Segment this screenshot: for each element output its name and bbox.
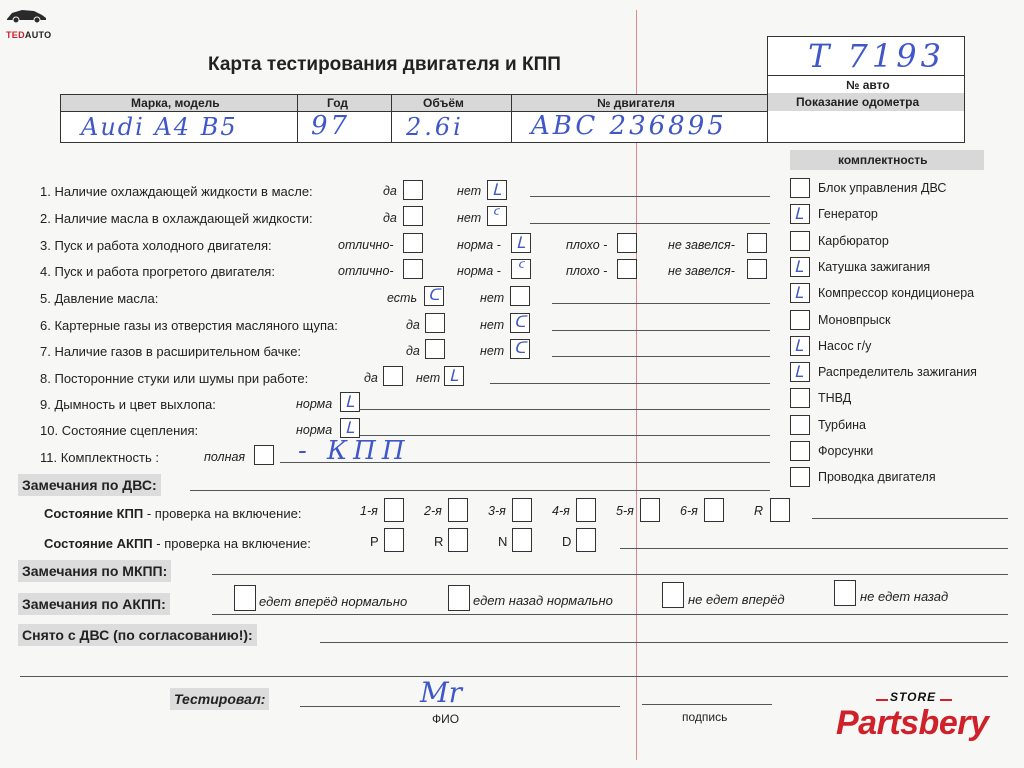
kpp-gear-label: 2-я — [424, 504, 442, 518]
store-logo-top: STORE — [890, 690, 937, 704]
completeness-item-label: Карбюратор — [818, 234, 889, 248]
q8-option-no: нет — [416, 371, 441, 385]
kpp-label: Состояние КПП - проверка на включение: — [44, 506, 302, 521]
akpp-no-forward-label: не едет вперёд — [688, 592, 785, 607]
header-engine-number: № двигателя — [597, 96, 675, 110]
odometer-label: Показание одометра — [796, 95, 920, 109]
completeness-checkbox[interactable] — [790, 231, 810, 251]
q9-checkbox-normal[interactable]: ᒪ — [340, 392, 360, 412]
question-4: 4. Пуск и работа прогретого двигателя: — [40, 264, 275, 279]
q2-option-no: нет — [457, 211, 482, 225]
completeness-item-label: Насос г/у — [818, 339, 872, 353]
tester-handwritten: Mr — [420, 676, 463, 709]
engine-remarks-label: Замечания по ДВС: — [18, 474, 161, 496]
q3-checkbox-bad[interactable] — [617, 233, 637, 253]
q7-checkbox-no[interactable]: ᑕ — [510, 339, 530, 359]
q4-checkbox-excellent[interactable] — [403, 259, 423, 279]
question-3: 3. Пуск и работа холодного двигателя: — [40, 238, 272, 253]
akpp-position-checkbox[interactable] — [576, 528, 596, 552]
store-logo-name: Partsbery — [836, 704, 989, 742]
page-title: Карта тестирования двигателя и КПП — [208, 54, 561, 75]
q4-checkbox-bad[interactable] — [617, 259, 637, 279]
q5-checkbox-no[interactable] — [510, 286, 530, 306]
kpp-gear-checkbox[interactable] — [512, 498, 532, 522]
completeness-checkbox[interactable] — [790, 441, 810, 461]
completeness-checkbox[interactable] — [790, 310, 810, 330]
volume-value: 2.6i — [406, 113, 464, 141]
q1-checkbox-yes[interactable] — [403, 180, 423, 200]
completeness-checkbox[interactable]: ᒪ — [790, 362, 810, 382]
q7-checkbox-yes[interactable] — [425, 339, 445, 359]
question-7: 7. Наличие газов в расширительном бачке: — [40, 344, 302, 359]
kpp-gear-label: 6-я — [680, 504, 698, 518]
q4-checkbox-not-started[interactable] — [747, 259, 767, 279]
kpp-gear-checkbox[interactable] — [770, 498, 790, 522]
question-6: 6. Картерные газы из отверстия масляного щупа: — [40, 318, 338, 333]
q8-option-yes: да — [364, 371, 378, 385]
kpp-gear-checkbox[interactable] — [384, 498, 404, 522]
q3-option-not-started: не завелся- — [668, 238, 735, 252]
header-make: Марка, модель — [131, 96, 220, 110]
q8-checkbox-yes[interactable] — [383, 366, 403, 386]
akpp-position-checkbox[interactable] — [512, 528, 532, 552]
completeness-item-label: Катушка зажигания — [818, 260, 931, 274]
q3-checkbox-not-started[interactable] — [747, 233, 767, 253]
akpp-no-forward-checkbox[interactable] — [662, 582, 684, 608]
q4-option-not-started: не завелся- — [668, 264, 735, 278]
completeness-item-label: Блок управления ДВС — [818, 181, 947, 195]
auto-number-value: Т 7193 — [808, 37, 945, 75]
q4-option-excellent: отлично- — [338, 264, 394, 278]
engine-number-value: ABC 236895 — [531, 111, 727, 141]
mkpp-remarks-label: Замечания по МКПП: — [18, 560, 171, 582]
completeness-checkbox[interactable] — [790, 467, 810, 487]
q9-option-normal: норма — [296, 397, 333, 411]
brand-logo-text: TEDAUTO — [6, 30, 52, 40]
q7-option-no: нет — [480, 344, 505, 358]
akpp-position-checkbox[interactable] — [448, 528, 468, 552]
akpp-forward-normal-checkbox[interactable] — [234, 585, 256, 611]
akpp-remarks-label: Замечания по АКПП: — [18, 593, 170, 615]
header-volume: Объём — [423, 96, 464, 110]
q10-checkbox-normal[interactable]: ᒪ — [340, 418, 360, 438]
akpp-position-label: N — [498, 534, 508, 549]
kpp-gear-label: 1-я — [360, 504, 378, 518]
akpp-no-backward-label: не едет назад — [860, 589, 949, 604]
q3-option-normal: норма - — [457, 238, 501, 252]
q6-checkbox-yes[interactable] — [425, 313, 445, 333]
signature-label: подпись — [682, 710, 728, 724]
q3-option-bad: плохо - — [566, 238, 608, 252]
q3-option-excellent: отлично- — [338, 238, 394, 252]
completeness-checkbox[interactable] — [790, 178, 810, 198]
q1-option-yes: да — [383, 184, 397, 198]
q4-checkbox-normal[interactable]: ᑦ — [511, 259, 531, 279]
kpp-gear-label: R — [754, 504, 764, 518]
akpp-backward-normal-label: едет назад нормально — [473, 593, 613, 608]
auto-number-box — [767, 36, 965, 143]
q8-checkbox-no[interactable]: ᒪ — [444, 366, 464, 386]
q1-option-no: нет — [457, 184, 482, 198]
completeness-checkbox[interactable]: ᒪ — [790, 283, 810, 303]
kpp-gear-label: 5-я — [616, 504, 634, 518]
removed-label: Снято с ДВС (по согласованию!): — [18, 624, 257, 646]
q2-option-yes: да — [383, 211, 397, 225]
car-icon — [4, 6, 48, 24]
akpp-position-label: P — [370, 534, 379, 549]
completeness-item-label: ТНВД — [818, 391, 852, 405]
kpp-gear-checkbox[interactable] — [640, 498, 660, 522]
completeness-checkbox[interactable]: ᒪ — [790, 204, 810, 224]
completeness-item-label: Компрессор кондиционера — [818, 286, 975, 300]
q10-option-normal: норма — [296, 423, 333, 437]
q6-option-no: нет — [480, 318, 505, 332]
completeness-checkbox[interactable] — [790, 388, 810, 408]
kpp-gear-checkbox[interactable] — [448, 498, 468, 522]
store-logo — [836, 690, 1016, 750]
q6-option-yes: да — [406, 318, 420, 332]
q2-checkbox-no[interactable]: ᑦ — [487, 206, 507, 226]
q3-checkbox-excellent[interactable] — [403, 233, 423, 253]
completeness-checkbox[interactable]: ᒪ — [790, 257, 810, 277]
q4-option-bad: плохо - — [566, 264, 608, 278]
q3-checkbox-normal[interactable]: ᒪ — [511, 233, 531, 253]
completeness-title: комплектность — [838, 153, 928, 167]
question-8: 8. Посторонние стуки или шумы при работе: — [40, 371, 309, 386]
q7-option-yes: да — [406, 344, 420, 358]
auto-number-label: № авто — [846, 78, 890, 92]
q6-checkbox-no[interactable]: ᑕ — [510, 313, 530, 333]
kpp-gear-label: 4-я — [552, 504, 570, 518]
question-11: 11. Комплектность : — [40, 450, 159, 465]
header-year: Год — [327, 96, 348, 110]
completeness-checkbox[interactable] — [790, 415, 810, 435]
question-2: 2. Наличие масла в охлаждающей жидкости: — [40, 211, 313, 226]
completeness-item-label: Генератор — [818, 207, 878, 221]
kpp-gear-label: 3-я — [488, 504, 506, 518]
q11-option-full: полная — [204, 450, 246, 464]
completeness-item-label: Проводка двигателя — [818, 470, 936, 484]
completeness-item-label: Турбина — [818, 418, 866, 432]
tested-by-label: Тестировал: — [170, 688, 269, 710]
year-value: 97 — [311, 111, 351, 141]
kpp-gear-checkbox[interactable] — [576, 498, 596, 522]
completeness-checkbox[interactable]: ᒪ — [790, 336, 810, 356]
question-10: 10. Состояние сцепления: — [40, 423, 199, 438]
question-9: 9. Дымность и цвет выхлопа: — [40, 397, 216, 412]
akpp-position-label: D — [562, 534, 572, 549]
q4-option-normal: норма - — [457, 264, 501, 278]
brand-logo — [4, 6, 50, 42]
question-1: 1. Наличие охлаждающей жидкости в масле: — [40, 184, 313, 199]
q5-option-yes: есть — [387, 291, 418, 305]
completeness-item-label: Форсунки — [818, 444, 874, 458]
akpp-backward-normal-checkbox[interactable] — [448, 585, 470, 611]
make-value: Audi A4 B5 — [81, 113, 238, 141]
akpp-position-label: R — [434, 534, 444, 549]
akpp-label: Состояние АКПП - проверка на включение: — [44, 536, 311, 551]
kpp-gear-checkbox[interactable] — [704, 498, 724, 522]
akpp-no-backward-checkbox[interactable] — [834, 580, 856, 606]
question-5: 5. Давление масла: — [40, 291, 159, 306]
q1-checkbox-no[interactable]: ᒪ — [487, 180, 507, 200]
completeness-item-label: Распределитель зажигания — [818, 365, 977, 379]
q5-option-no: нет — [480, 291, 505, 305]
q2-checkbox-yes[interactable] — [403, 206, 423, 226]
q11-handwritten: - КПП — [298, 436, 411, 466]
q5-checkbox-yes[interactable]: ᑕ — [424, 286, 444, 306]
completeness-item-label: Моновпрыск — [818, 313, 891, 327]
akpp-position-checkbox[interactable] — [384, 528, 404, 552]
vehicle-table — [60, 94, 768, 143]
akpp-forward-normal-label: едет вперёд нормально — [259, 594, 408, 609]
q11-checkbox-full[interactable] — [254, 445, 274, 465]
fio-label: ФИО — [432, 712, 460, 726]
